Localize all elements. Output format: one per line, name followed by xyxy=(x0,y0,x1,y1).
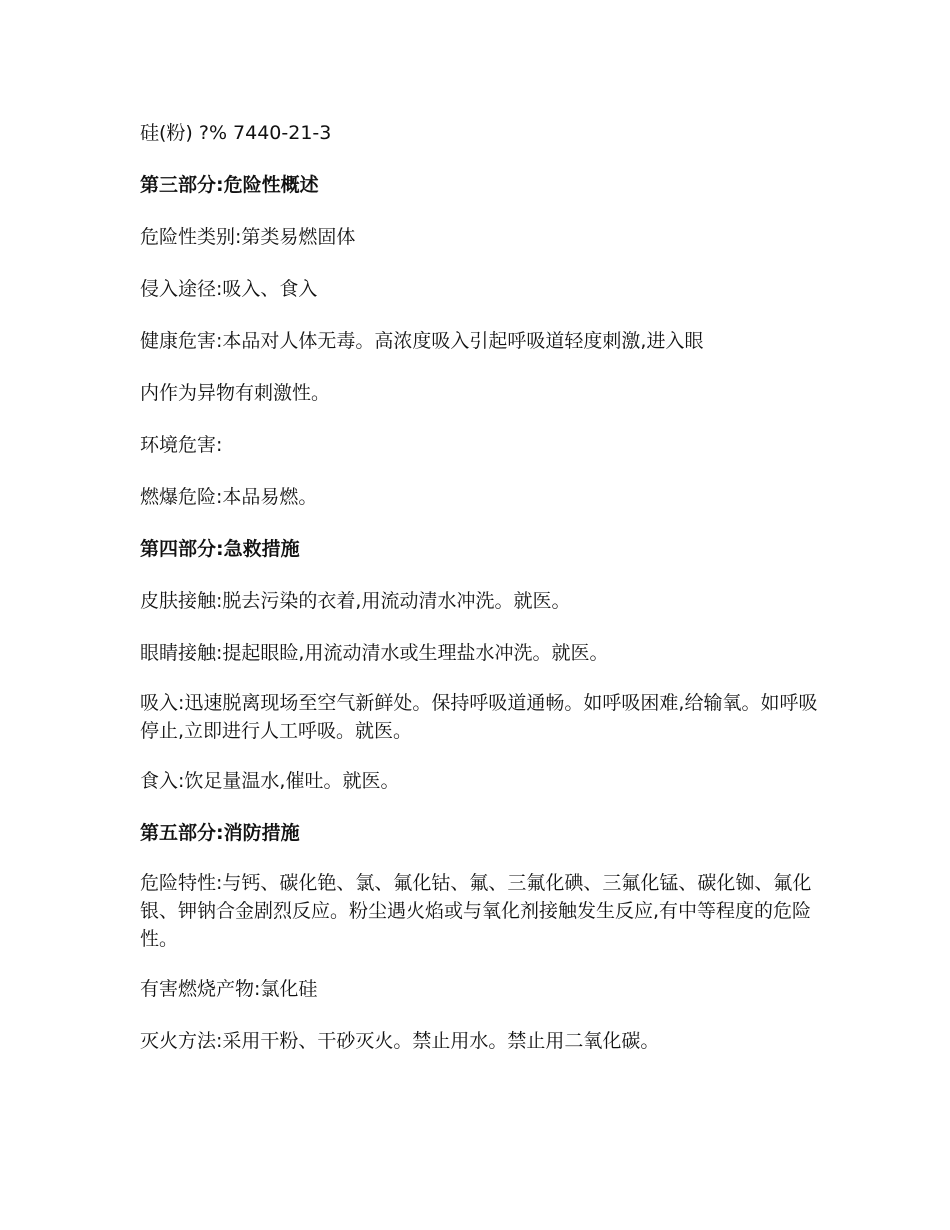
health-hazard-line-2: 内作为异物有刺激性。 xyxy=(140,382,331,404)
hazard-class-line: 危险性类别:第类易燃固体 xyxy=(140,226,356,248)
extinguishing-method-line: 灭火方法:采用干粉、干砂灭火。禁止用水。禁止用二氧化碳。 xyxy=(140,1030,660,1052)
eye-contact-line: 眼睛接触:提起眼睑,用流动清水或生理盐水冲洗。就医。 xyxy=(140,642,609,664)
ingestion-line: 食入:饮足量温水,催吐。就医。 xyxy=(140,770,400,792)
hazard-properties-paragraph: 危险特性:与钙、碳化铯、氯、氟化钴、氟、三氟化碘、三氟化锰、碳化铷、氟化银、钾钠合金剧烈反应。粉尘遇火焰或与氧化剂接触发生反应,有中等程度的危险性。 xyxy=(140,872,812,950)
combustion-products-line: 有害燃烧产物:氯化硅 xyxy=(140,978,318,1000)
explosion-hazard-line: 燃爆危险:本品易燃。 xyxy=(140,486,318,508)
section-4-heading: 第四部分:急救措施 xyxy=(140,538,300,560)
section-3-heading: 第三部分:危险性概述 xyxy=(140,174,319,196)
skin-contact-line: 皮肤接触:脱去污染的衣着,用流动清水冲洗。就医。 xyxy=(140,590,571,612)
inhalation-paragraph: 吸入:迅速脱离现场至空气新鲜处。保持呼吸道通畅。如呼吸困难,给输氧。如呼吸停止,立即进行人工呼吸。就医。 xyxy=(140,692,818,742)
composition-line: 硅(粉) ?% 7440-21-3 xyxy=(140,122,332,144)
environment-hazard-line: 环境危害: xyxy=(140,434,223,456)
health-hazard-line-1: 健康危害:本品对人体无毒。高浓度吸入引起呼吸道轻度刺激,进入眼 xyxy=(140,330,704,352)
exposure-route-line: 侵入途径:吸入、食入 xyxy=(140,278,318,300)
section-5-heading: 第五部分:消防措施 xyxy=(140,822,300,844)
document-page xyxy=(140,117,830,1077)
